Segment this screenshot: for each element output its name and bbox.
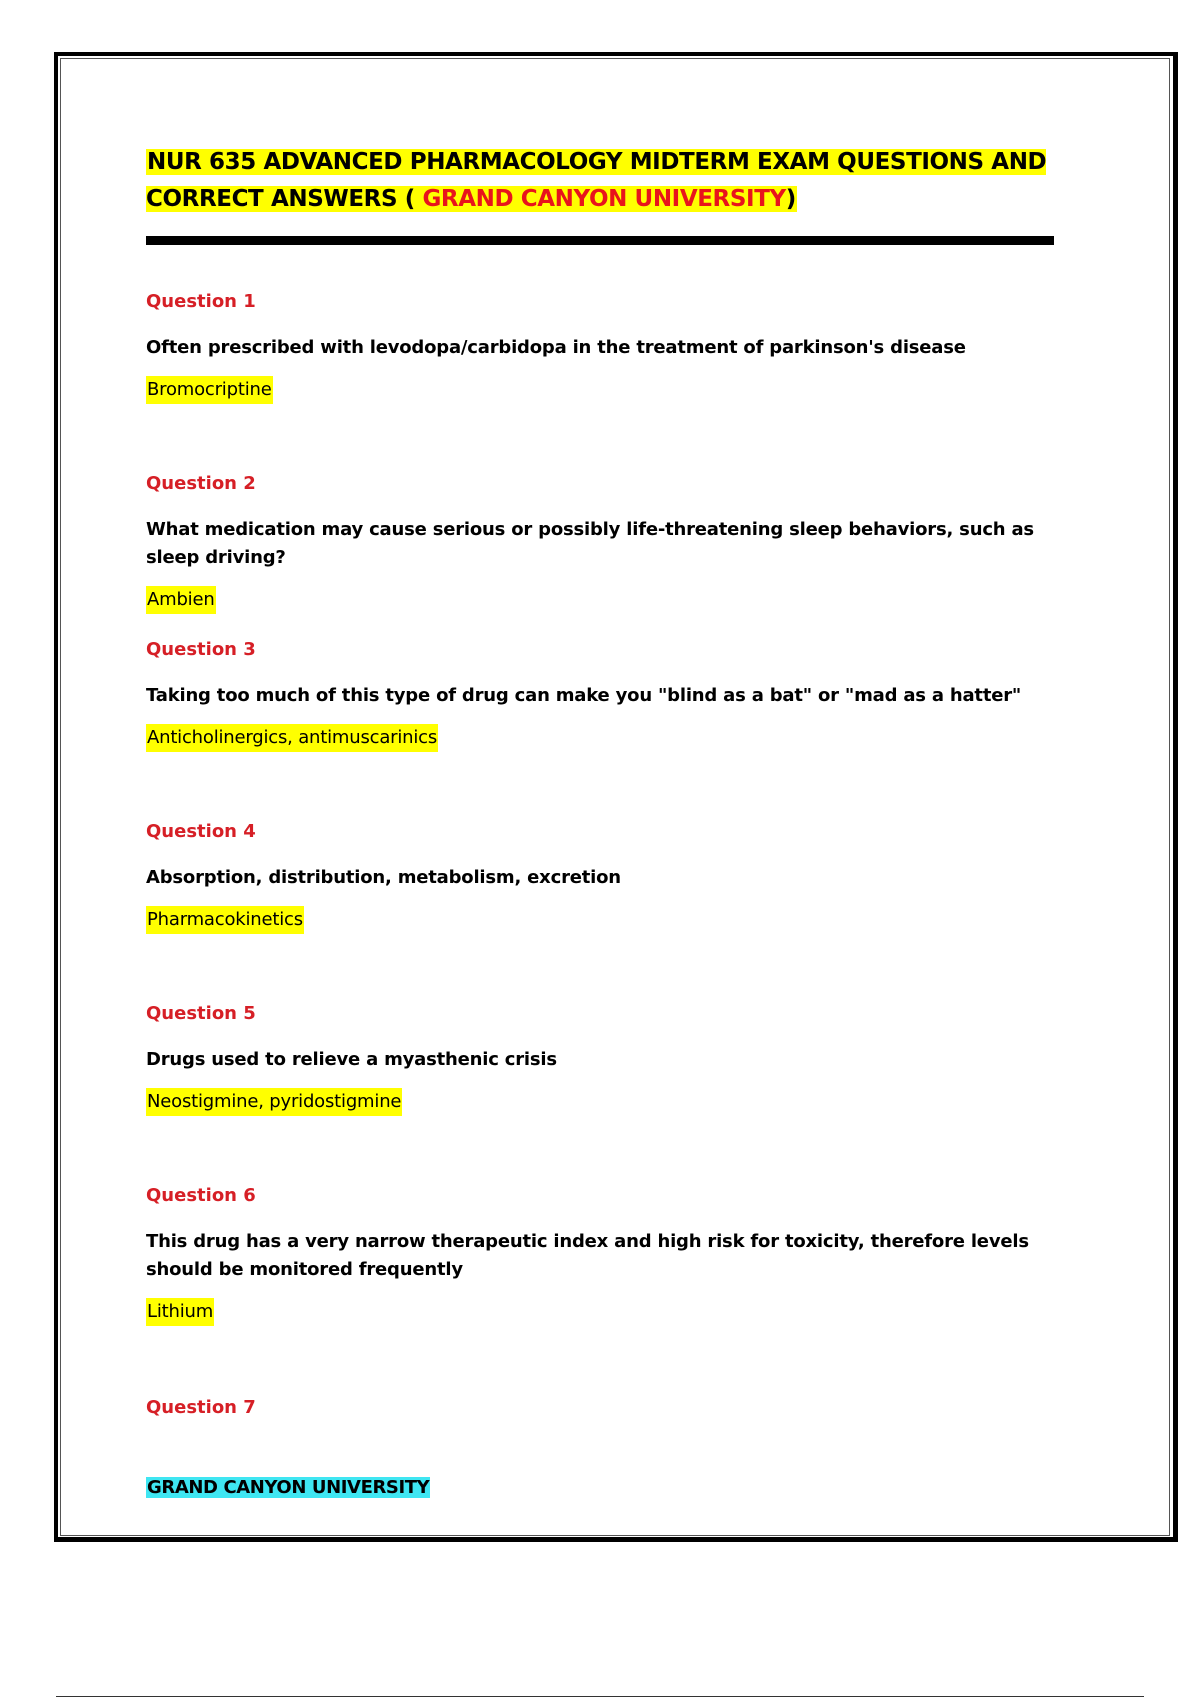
title-close-paren: ) (785, 186, 796, 212)
question-text: This drug has a very narrow therapeutic index and high risk for toxicity, therefore levels should be monitored frequently (146, 1231, 1029, 1280)
title-university: GRAND CANYON UNIVERSITY (414, 186, 786, 212)
question-block-3 (146, 638, 1056, 752)
question-text: Drugs used to relieve a myasthenic crisis (146, 1049, 557, 1070)
question-text: Often prescribed with levodopa/carbidopa in the treatment of parkinson's disease (146, 337, 966, 358)
question-label: Question 5 (146, 1003, 256, 1024)
question-block-2 (146, 472, 1056, 614)
title-highlight (146, 149, 1046, 212)
question-label: Question 4 (146, 821, 256, 842)
question-text: What medication may cause serious or possibly life-threatening sleep behaviors, such as sleep driving? (146, 519, 1034, 568)
answer-text: Pharmacokinetics (146, 906, 304, 934)
answer-text: Ambien (146, 586, 216, 614)
answer-text: Lithium (146, 1298, 214, 1326)
answer-text: Anticholinergics, antimuscarinics (146, 724, 438, 752)
title-divider (146, 236, 1054, 245)
question-block-6 (146, 1184, 1056, 1326)
question-label: Question 1 (146, 291, 256, 312)
answer-text: Bromocriptine (146, 376, 273, 404)
document-title (146, 144, 1056, 218)
question-block-7 (146, 1396, 1056, 1420)
answer-text: Neostigmine, pyridostigmine (146, 1088, 402, 1116)
footer-university-tag (146, 1474, 430, 1502)
footer-tag-text: GRAND CANYON UNIVERSITY (147, 1477, 430, 1498)
question-text: Taking too much of this type of drug can make you "blind as a bat" or "mad as a hatter" (146, 685, 1022, 706)
question-label: Question 6 (146, 1185, 256, 1206)
title-main-text: NUR 635 ADVANCED PHARMACOLOGY MIDTERM EXAM QUESTIONS AND CORRECT ANSWERS ( (146, 149, 1047, 212)
document-content (146, 144, 1056, 1498)
question-text: Absorption, distribution, metabolism, excretion (146, 867, 621, 888)
question-block-5 (146, 1002, 1056, 1116)
question-label: Question 7 (146, 1397, 256, 1418)
question-label: Question 2 (146, 473, 256, 494)
bottom-divider (56, 1696, 1144, 1697)
question-block-1 (146, 290, 1056, 404)
question-block-4 (146, 820, 1056, 934)
question-label: Question 3 (146, 639, 256, 660)
